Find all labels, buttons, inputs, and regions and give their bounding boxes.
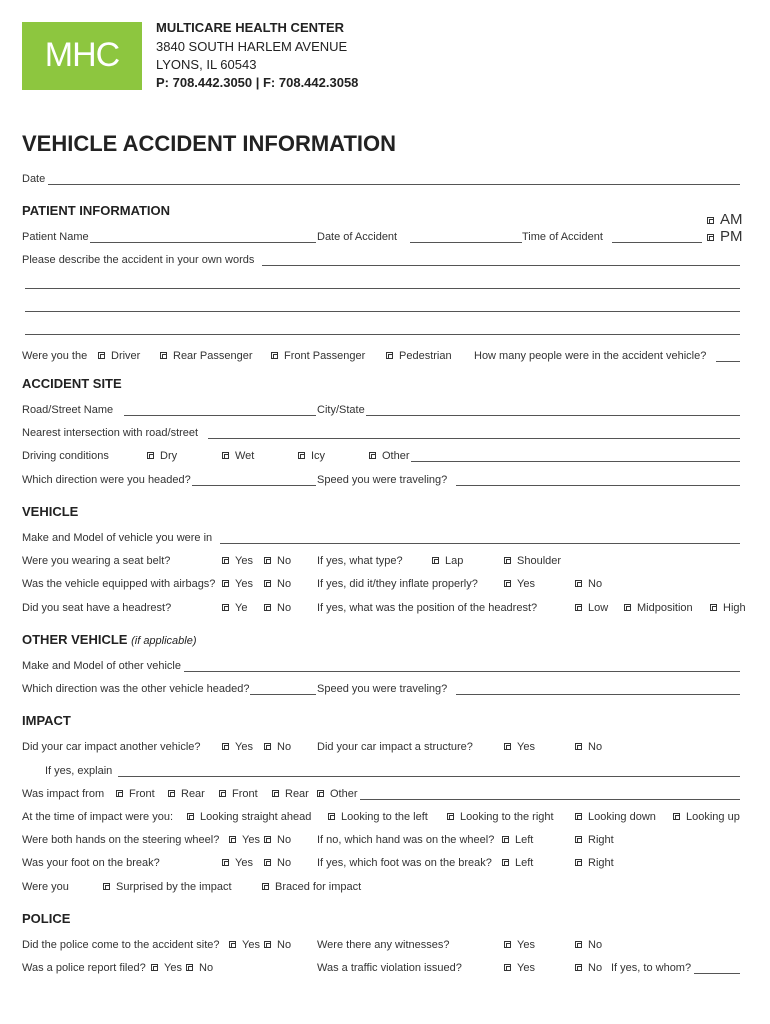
impact-vehicle-no[interactable]	[264, 741, 291, 753]
address-line-2: LYONS, IL 60543	[156, 57, 257, 72]
describe-field-1[interactable]	[262, 265, 740, 266]
checkbox[interactable]	[673, 813, 680, 820]
option-label: No	[277, 741, 292, 753]
checkbox[interactable]	[98, 352, 105, 359]
foot-yes[interactable]	[222, 857, 253, 869]
explain-label: If yes, explain	[45, 765, 113, 777]
option-label: Dry	[160, 450, 178, 462]
am-option[interactable]	[707, 211, 743, 228]
time-of-accident-label: Time of Accident	[522, 231, 603, 243]
checkbox[interactable]	[386, 352, 393, 359]
option-shoulder[interactable]	[504, 555, 561, 567]
option-label: Right	[588, 857, 614, 869]
option-label: Front	[232, 788, 258, 800]
checkbox[interactable]	[432, 557, 439, 564]
patient-name-field[interactable]	[90, 242, 316, 243]
witnesses-yes[interactable]	[504, 939, 535, 951]
option-label: Front Passenger	[284, 350, 366, 362]
checkbox[interactable]	[298, 452, 305, 459]
if-applicable-note: (if applicable)	[131, 635, 197, 647]
option-label: Left	[515, 857, 534, 869]
option-wet[interactable]	[222, 450, 254, 462]
option-label: Midposition	[637, 602, 693, 614]
how-many-field[interactable]	[716, 361, 740, 362]
option-label: Yes	[235, 741, 253, 753]
option-label: Right	[588, 834, 614, 846]
option-label: Ye	[235, 602, 248, 614]
checkbox[interactable]	[504, 557, 511, 564]
police-came-no[interactable]	[264, 939, 291, 951]
option-midposition[interactable]	[624, 602, 693, 614]
checkbox[interactable]	[229, 836, 236, 843]
witnesses-label: Were there any witnesses?	[317, 939, 450, 951]
section-accident-site: ACCIDENT SITE	[22, 376, 122, 391]
option-label: Shoulder	[517, 555, 562, 567]
report-yes[interactable]	[151, 962, 182, 974]
checkbox[interactable]	[264, 836, 271, 843]
option-label: Looking down	[588, 811, 656, 823]
impact-structure-no[interactable]	[575, 741, 602, 753]
option-label: Looking up	[686, 811, 740, 823]
option-label: Driver	[111, 350, 141, 362]
police-came-yes[interactable]	[229, 939, 260, 951]
option-label: Front	[129, 788, 155, 800]
section-patient-information: PATIENT INFORMATION	[22, 203, 171, 218]
foot-right[interactable]	[575, 857, 614, 869]
checkbox[interactable]	[219, 790, 226, 797]
inflate-no[interactable]	[575, 578, 602, 590]
report-no[interactable]	[186, 962, 213, 974]
describe-label: Please describe the accident in your own words	[22, 254, 255, 266]
option-icy[interactable]	[298, 450, 325, 462]
option-label: Yes	[235, 578, 253, 590]
section-impact: IMPACT	[22, 713, 71, 728]
checkbox[interactable]	[229, 941, 236, 948]
were-you-label: Were you	[22, 881, 69, 893]
option-label: No	[588, 962, 603, 974]
violation-yes[interactable]	[504, 962, 535, 974]
checkbox[interactable]	[575, 813, 582, 820]
to-whom-label: If yes, to whom?	[611, 962, 692, 974]
checkbox[interactable]	[262, 883, 269, 890]
pm-checkbox[interactable]	[707, 234, 714, 241]
logo-text: MHC	[44, 36, 120, 74]
checkbox[interactable]	[504, 964, 511, 971]
option-label: Yes	[235, 857, 253, 869]
airbags-yes[interactable]	[222, 578, 253, 590]
checkbox[interactable]	[264, 557, 271, 564]
inflate-yes[interactable]	[504, 578, 535, 590]
airbags-no[interactable]	[264, 578, 291, 590]
vehicle-make-field[interactable]	[220, 543, 740, 544]
impact-other-field[interactable]	[360, 799, 740, 800]
seatbelt-yes[interactable]	[222, 555, 253, 567]
checkbox[interactable]	[624, 604, 631, 611]
mhc-logo	[22, 22, 142, 90]
option-label: Yes	[235, 555, 253, 567]
option-looking-straight[interactable]	[187, 811, 311, 823]
option-surprised[interactable]	[103, 881, 232, 893]
option-pedestrian[interactable]	[386, 350, 452, 362]
impact-vehicle-label: Did your car impact another vehicle?	[22, 741, 201, 753]
foot-label: Was your foot on the break?	[22, 857, 160, 869]
checkbox[interactable]	[328, 813, 335, 820]
other-make-label: Make and Model of other vehicle	[22, 660, 181, 672]
option-label: Left	[515, 834, 534, 846]
checkbox[interactable]	[222, 859, 229, 866]
option-label: Rear Passenger	[173, 350, 253, 362]
conditions-label: Driving conditions	[22, 450, 109, 462]
am-label: AM	[720, 211, 743, 228]
option-label: Rear	[285, 788, 309, 800]
hands-no[interactable]	[264, 834, 291, 846]
option-label: Yes	[517, 962, 535, 974]
hands-yes[interactable]	[229, 834, 260, 846]
impact-rear-2[interactable]	[272, 788, 309, 800]
clinic-name: MULTICARE HEALTH CENTER	[156, 20, 345, 35]
option-label: No	[588, 578, 603, 590]
other-condition-field[interactable]	[411, 461, 740, 462]
option-label: Looking straight ahead	[200, 811, 312, 823]
speed-field[interactable]	[456, 485, 740, 486]
checkbox[interactable]	[147, 452, 154, 459]
hand-left[interactable]	[502, 834, 533, 846]
option-label: Looking to the right	[460, 811, 554, 823]
violation-label: Was a traffic violation issued?	[317, 962, 462, 974]
option-label: High	[723, 602, 746, 614]
checkbox[interactable]	[317, 790, 324, 797]
section-vehicle: VEHICLE	[22, 504, 79, 519]
which-hand-label: If no, which hand was on the wheel?	[317, 834, 495, 846]
city-state-label: City/State	[317, 404, 365, 416]
option-label: No	[277, 555, 292, 567]
pm-label: PM	[720, 228, 743, 245]
describe-field-3[interactable]	[25, 311, 740, 312]
seatbelt-label: Were you wearing a seat belt?	[22, 555, 171, 567]
checkbox[interactable]	[222, 743, 229, 750]
impact-structure-label: Did your car impact a structure?	[317, 741, 473, 753]
checkbox[interactable]	[504, 941, 511, 948]
time-of-impact-label: At the time of impact were you:	[22, 811, 174, 823]
were-you-the-label: Were you the	[22, 350, 88, 362]
hand-right[interactable]	[575, 834, 614, 846]
date-of-accident-field[interactable]	[410, 242, 522, 243]
headrest-no[interactable]	[264, 602, 291, 614]
checkbox[interactable]	[264, 580, 271, 587]
airbags-label: Was the vehicle equipped with airbags?	[22, 578, 216, 590]
checkbox[interactable]	[575, 836, 582, 843]
date-of-accident-label: Date of Accident	[317, 231, 398, 243]
direction-label: Which direction were you headed?	[22, 474, 191, 486]
option-label: Yes	[242, 939, 260, 951]
checkbox[interactable]	[264, 859, 271, 866]
option-front-passenger[interactable]	[271, 350, 365, 362]
checkbox[interactable]	[103, 883, 110, 890]
section-police: POLICE	[22, 911, 71, 926]
option-label: No	[277, 602, 292, 614]
describe-field-4[interactable]	[25, 334, 740, 335]
police-came-label: Did the police come to the accident site?	[22, 939, 220, 951]
checkbox[interactable]	[151, 964, 158, 971]
am-checkbox[interactable]	[707, 217, 714, 224]
belt-type-label: If yes, what type?	[317, 555, 403, 567]
other-speed-label: Speed you were traveling?	[317, 683, 448, 695]
option-label: Yes	[517, 578, 535, 590]
option-looking-down[interactable]	[575, 811, 656, 823]
checkbox[interactable]	[575, 941, 582, 948]
option-looking-left[interactable]	[328, 811, 428, 823]
option-driver[interactable]	[98, 350, 140, 362]
option-looking-up[interactable]	[673, 811, 740, 823]
option-label: Looking to the left	[341, 811, 428, 823]
impact-front-1[interactable]	[116, 788, 155, 800]
inflate-label: If yes, did it/they inflate properly?	[317, 578, 478, 590]
intersection-label: Nearest intersection with road/street	[22, 427, 199, 439]
checkbox[interactable]	[222, 604, 229, 611]
option-label: Low	[588, 602, 609, 614]
option-other[interactable]	[369, 450, 410, 462]
option-braced[interactable]	[262, 881, 361, 893]
date-label: Date	[22, 173, 46, 185]
patient-name-label: Patient Name	[22, 231, 89, 243]
checkbox[interactable]	[575, 964, 582, 971]
other-make-field[interactable]	[184, 671, 740, 672]
impact-from-label: Was impact from	[22, 788, 105, 800]
time-of-accident-field[interactable]	[612, 242, 702, 243]
section-other-vehicle	[22, 632, 197, 647]
option-low[interactable]	[575, 602, 608, 614]
impact-other[interactable]	[317, 788, 358, 800]
impact-structure-yes[interactable]	[504, 741, 535, 753]
other-speed-field[interactable]	[456, 694, 740, 695]
option-rear-passenger[interactable]	[160, 350, 253, 362]
vehicle-make-label: Make and Model of vehicle you were in	[22, 532, 213, 544]
headrest-yes[interactable]	[222, 602, 247, 614]
checkbox[interactable]	[160, 352, 167, 359]
checkbox[interactable]	[222, 580, 229, 587]
option-label: No	[199, 962, 214, 974]
option-lap[interactable]	[432, 555, 463, 567]
foot-left[interactable]	[502, 857, 533, 869]
option-high[interactable]	[710, 602, 746, 614]
checkbox[interactable]	[575, 859, 582, 866]
checkbox[interactable]	[271, 352, 278, 359]
hands-label: Were both hands on the steering wheel?	[22, 834, 220, 846]
checkbox[interactable]	[222, 557, 229, 564]
other-direction-field[interactable]	[250, 694, 316, 695]
option-label: Yes	[242, 834, 260, 846]
section-title: OTHER VEHICLE	[22, 632, 128, 647]
checkbox[interactable]	[504, 743, 511, 750]
option-label: No	[277, 857, 292, 869]
checkbox[interactable]	[369, 452, 376, 459]
option-label: Icy	[311, 450, 326, 462]
checkbox[interactable]	[575, 743, 582, 750]
option-label: Yes	[517, 741, 535, 753]
option-label: No	[277, 834, 292, 846]
road-label: Road/Street Name	[22, 404, 114, 416]
page-title: VEHICLE ACCIDENT INFORMATION	[22, 131, 396, 156]
option-label: No	[588, 939, 603, 951]
witnesses-no[interactable]	[575, 939, 602, 951]
which-foot-label: If yes, which foot was on the break?	[317, 857, 492, 869]
address-line-1: 3840 SOUTH HARLEM AVENUE	[156, 39, 348, 54]
option-label: Surprised by the impact	[116, 881, 232, 893]
option-looking-right[interactable]	[447, 811, 554, 823]
checkbox[interactable]	[272, 790, 279, 797]
option-label: Other	[382, 450, 410, 462]
checkbox[interactable]	[575, 604, 582, 611]
checkbox[interactable]	[710, 604, 717, 611]
explain-field[interactable]	[118, 776, 740, 777]
intersection-field[interactable]	[208, 438, 740, 439]
impact-front-2[interactable]	[219, 788, 258, 800]
option-dry[interactable]	[147, 450, 177, 462]
option-label: Other	[330, 788, 358, 800]
checkbox[interactable]	[187, 813, 194, 820]
impact-vehicle-yes[interactable]	[222, 741, 253, 753]
checkbox[interactable]	[264, 743, 271, 750]
checkbox[interactable]	[264, 941, 271, 948]
option-label: Braced for impact	[275, 881, 362, 893]
direction-field[interactable]	[192, 485, 316, 486]
how-many-label: How many people were in the accident vehicle?	[474, 350, 707, 362]
option-label: No	[588, 741, 603, 753]
other-direction-label: Which direction was the other vehicle headed?	[22, 683, 250, 695]
headrest-position-label: If yes, what was the position of the headrest?	[317, 602, 538, 614]
date-field[interactable]	[48, 184, 740, 185]
seatbelt-no[interactable]	[264, 555, 291, 567]
to-whom-field[interactable]	[694, 973, 740, 974]
report-label: Was a police report filed?	[22, 962, 146, 974]
checkbox[interactable]	[502, 836, 509, 843]
checkbox[interactable]	[502, 859, 509, 866]
option-label: Yes	[517, 939, 535, 951]
violation-no[interactable]	[575, 962, 602, 974]
option-label: Rear	[181, 788, 205, 800]
pm-option[interactable]	[707, 228, 743, 245]
checkbox[interactable]	[447, 813, 454, 820]
checkbox[interactable]	[168, 790, 175, 797]
checkbox[interactable]	[504, 580, 511, 587]
option-label: No	[277, 578, 292, 590]
foot-no[interactable]	[264, 857, 291, 869]
checkbox[interactable]	[116, 790, 123, 797]
option-label: Yes	[164, 962, 182, 974]
road-field[interactable]	[124, 415, 316, 416]
phone-fax: P: 708.442.3050 | F: 708.442.3058	[156, 75, 359, 90]
checkbox[interactable]	[186, 964, 193, 971]
option-label: Lap	[445, 555, 464, 567]
checkbox[interactable]	[264, 604, 271, 611]
option-label: Wet	[235, 450, 255, 462]
city-state-field[interactable]	[366, 415, 740, 416]
headrest-label: Did you seat have a headrest?	[22, 602, 172, 614]
checkbox[interactable]	[222, 452, 229, 459]
option-label: No	[277, 939, 292, 951]
checkbox[interactable]	[575, 580, 582, 587]
speed-label: Speed you were traveling?	[317, 474, 448, 486]
option-label: Pedestrian	[399, 350, 452, 362]
describe-field-2[interactable]	[25, 288, 740, 289]
impact-rear-1[interactable]	[168, 788, 205, 800]
